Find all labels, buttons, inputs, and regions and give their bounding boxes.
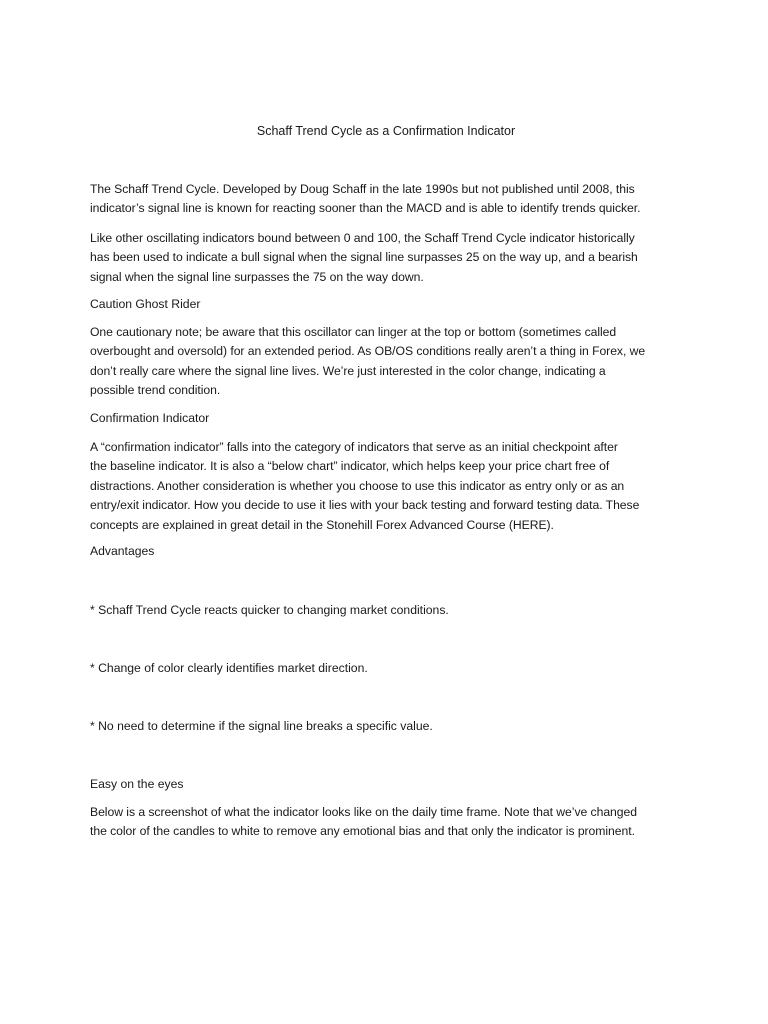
- text-line: entry/exit indicator. How you decide to use it lies with your back testing and forward testing data. These: [90, 498, 640, 513]
- text-line: concepts are explained in great detail in the Stonehill Forex Advanced Course (HERE).: [90, 517, 554, 532]
- caution-paragraph: [90, 323, 682, 401]
- text-line: signal when the signal line surpasses the 75 on the way down.: [90, 269, 424, 284]
- eyes-heading: Easy on the eyes: [90, 777, 184, 791]
- text-line: has been used to indicate a bull signal when the signal line surpasses 25 on the way up, and a bearish: [90, 250, 638, 265]
- text-line: Below is a screenshot of what the indicator looks like on the daily time frame. Note that we’ve changed: [90, 805, 637, 819]
- advantage-item: * No need to determine if the signal line breaks a specific value.: [90, 719, 433, 733]
- eyes-paragraph: [90, 803, 682, 842]
- text-line: indicator’s signal line is known for reacting sooner than the MACD and is able to identify trends quicker.: [90, 201, 641, 216]
- text-line: the color of the candles to white to remove any emotional bias and that only the indicator is prominent.: [90, 824, 635, 839]
- document-page: [90, 0, 682, 1024]
- text-line: the baseline indicator. It is also a “below chart” indicator, which helps keep your price chart free of: [90, 459, 610, 474]
- oscillating-paragraph: [90, 229, 682, 287]
- text-line: possible trend condition.: [90, 383, 221, 398]
- confirmation-heading: Confirmation Indicator: [90, 411, 210, 425]
- text-line: One cautionary note; be aware that this oscillator can linger at the top or bottom (sometimes called: [90, 325, 617, 339]
- text-line: don’t really care where the signal line lives. We’re just interested in the color change, indicating a: [90, 363, 606, 378]
- advantages-heading: Advantages: [90, 544, 155, 558]
- text-line: distractions. Another consideration is whether you choose to use this indicator as entry only or as an: [90, 478, 625, 493]
- text-line: overbought and oversold) for an extended period. As OB/OS conditions really aren’t a thing in Forex, we: [90, 344, 646, 359]
- advantage-item: * Change of color clearly identifies market direction.: [90, 661, 368, 675]
- text-line: The Schaff Trend Cycle. Developed by Doug Schaff in the late 1990s but not published until 2008, this: [90, 182, 635, 196]
- text-line: A “confirmation indicator” falls into the category of indicators that serve as an initial checkpoint after: [90, 440, 618, 454]
- intro-paragraph: [90, 180, 682, 219]
- caution-heading: Caution Ghost Rider: [90, 297, 201, 311]
- text-line: Like other oscillating indicators bound between 0 and 100, the Schaff Trend Cycle indicator historically: [90, 231, 635, 245]
- advantage-item: * Schaff Trend Cycle reacts quicker to changing market conditions.: [90, 603, 449, 617]
- document-title: Schaff Trend Cycle as a Confirmation Indicator: [256, 124, 516, 138]
- confirmation-paragraph: [90, 438, 682, 535]
